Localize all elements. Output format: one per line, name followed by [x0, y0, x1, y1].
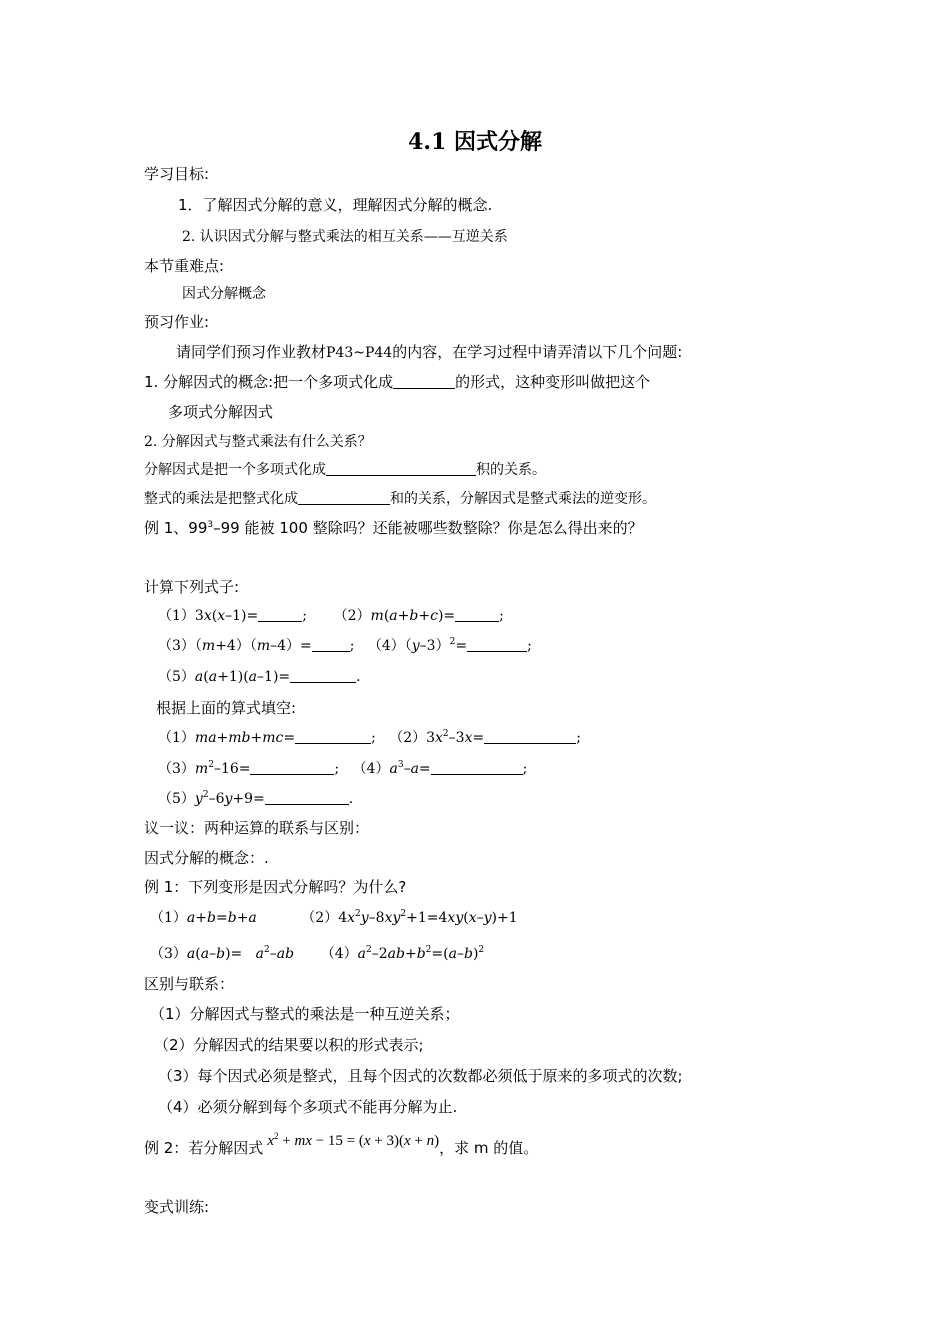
- answer-blank[interactable]: [295, 729, 371, 744]
- fill-row-1: （1）ma+mb+mc= ; $(2)3x^2-3x=$ ;: [158, 729, 581, 746]
- compute-row-2: （3）（m+4）（m–4）= ; $(4)(y-3)^2=$ ;: [158, 637, 532, 654]
- compute-row-1: （1）3x(x–1)= ; （2）m(a+b+c)= ;: [158, 608, 504, 624]
- goals-heading: 学习目标:: [144, 165, 210, 183]
- diff-point-3: （3）每个因式必须是整式，且每个因式的次数都必须低于原来的多项式的次数;: [158, 1067, 683, 1085]
- fill-row-2: $(3)m^2-16=$ ; $(4)a^3-a=$ ;: [158, 760, 528, 777]
- concept-line: 因式分解的概念：.: [144, 849, 269, 867]
- answer-blank[interactable]: [326, 461, 476, 476]
- example-1-divisibility: 例 1、$99^3-99$ 能被 100 整除吗？还能被哪些数整除？你是怎么得出来的？: [144, 519, 643, 537]
- answer-blank[interactable]: [455, 607, 499, 622]
- question-2: 2. 分解因式与整式乘法有什么关系？: [144, 434, 372, 450]
- fill-heading: 根据上面的算式填空:: [156, 699, 297, 717]
- key-heading: 本节重难点:: [144, 257, 225, 275]
- compute-row-3: （5）a(a+1)(a–1)= .: [158, 669, 361, 685]
- diff-point-1: （1）分解因式与整式的乘法是一种互逆关系；: [150, 1005, 460, 1023]
- answer-blank[interactable]: [467, 637, 527, 652]
- question-2-answer-b: 整式的乘法是把整式化成 和的关系，分解因式是整式乘法的逆变形。: [144, 491, 656, 507]
- answer-blank[interactable]: [265, 790, 349, 805]
- example-2-equation: $x^2$ + mx − 15 = (x + 3)(x + n): [267, 1131, 440, 1149]
- example-1-items-a: （1）a+b=b+a $(2)4x^2y-8xy^2+1=4xy(x-y)+1$: [150, 909, 518, 926]
- answer-blank[interactable]: [298, 490, 390, 505]
- example-1-heading: 例 1：下列变形是因式分解吗？为什么?: [144, 878, 407, 896]
- diff-point-2: （2）分解因式的结果要以积的形式表示;: [154, 1036, 424, 1054]
- example-1-items-b: $(3)a(a-b)= a^2-ab$ $(4)a^2-2ab+b^2=(a-b)^2$: [150, 945, 485, 962]
- page-title: 4.1 因式分解: [408, 129, 542, 155]
- question-1-cont: 多项式分解因式: [168, 403, 274, 421]
- answer-blank[interactable]: [312, 637, 350, 652]
- answer-blank[interactable]: [393, 374, 455, 389]
- diff-heading: 区别与联系：: [144, 975, 235, 993]
- preview-heading: 预习作业:: [144, 313, 210, 331]
- answer-blank[interactable]: [258, 607, 302, 622]
- goal-1: 1．了解因式分解的意义，理解因式分解的概念.: [178, 196, 493, 214]
- answer-blank[interactable]: [431, 760, 523, 775]
- compute-heading: 计算下列式子:: [144, 578, 240, 596]
- diff-point-4: （4）必须分解到每个多项式不能再分解为止.: [158, 1098, 458, 1116]
- preview-intro: 请同学们预习作业教材P43~P44的内容，在学习过程中请弄清以下几个问题:: [176, 343, 683, 361]
- goal-2: 2. 认识因式分解与整式乘法的相互关系——互逆关系: [182, 229, 508, 245]
- variant-heading: 变式训练:: [144, 1198, 210, 1216]
- example-2: 例 2：若分解因式 $x^2$ + mx − 15 = (x + 3)(x + n)，求 m 的值。: [144, 1131, 539, 1157]
- answer-blank[interactable]: [250, 760, 334, 775]
- discuss-heading: 议一议：两种运算的联系与区别：: [144, 819, 370, 837]
- question-1: 1. 分解因式的概念:把一个多项式化成 的形式，这种变形叫做把这个: [144, 373, 651, 391]
- answer-blank[interactable]: [290, 668, 356, 683]
- fill-row-3: $(5)y^2-6y+9=$ .: [158, 790, 354, 807]
- question-2-answer-a: 分解因式是把一个多项式化成 积的关系。: [144, 462, 546, 478]
- answer-blank[interactable]: [484, 729, 576, 744]
- key-text: 因式分解概念: [182, 286, 266, 302]
